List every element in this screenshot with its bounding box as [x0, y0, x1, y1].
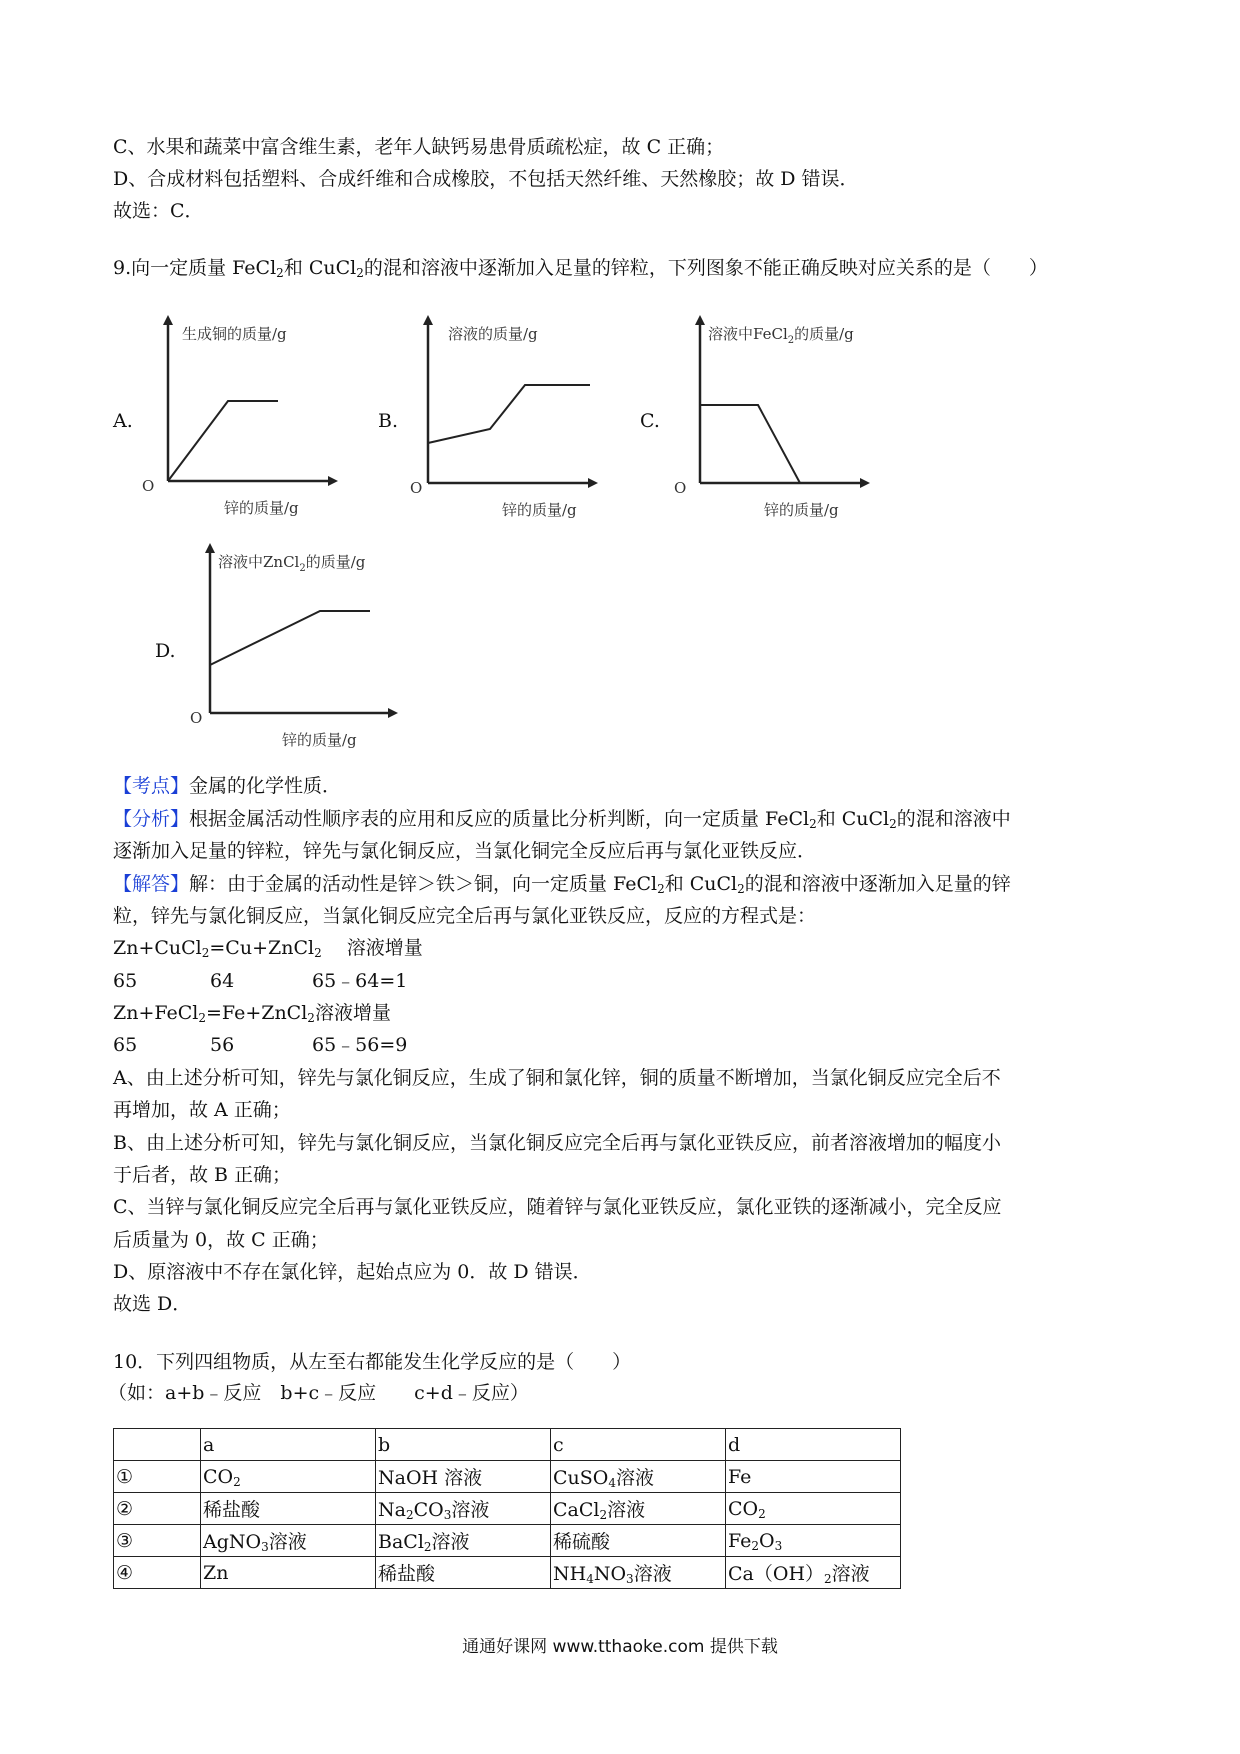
- analysis-c-2: 后质量为 0，故 C 正确；: [113, 1229, 329, 1251]
- graph-c-origin: O: [674, 479, 687, 497]
- q10-stem: 10．下列四组物质，从左至右都能发生化学反应的是（ ）: [113, 1351, 632, 1373]
- option-a-label: A.: [113, 410, 133, 432]
- analysis-b-2: 于后者，故 B 正确；: [113, 1164, 292, 1186]
- graph-a-ylabel: 生成铜的质量/g: [182, 325, 287, 343]
- q10-hint: （如：a+b﹣反应 b+c﹣反应 c+d﹣反应）: [108, 1382, 529, 1404]
- equation-2-numbers: 65 56 65﹣56=9: [113, 1034, 408, 1056]
- option-d-label: D.: [155, 640, 176, 662]
- analysis-b-1: B、由上述分析可知，锌先与氯化铜反应，当氯化铜反应完全后再与氯化亚铁反应，前者溶液增加的幅度小: [113, 1132, 1001, 1154]
- option-b-label: B.: [378, 410, 399, 432]
- header-d: d: [726, 1429, 901, 1461]
- graph-c: [674, 315, 900, 529]
- prev-option-c: C、水果和蔬菜中富含维生素，老年人缺钙易患骨质疏松症，故 C 正确；: [113, 136, 725, 158]
- kaodian: 【考点】金属的化学性质．: [113, 775, 342, 797]
- jieda-line-2: 粒，锌先与氯化铜反应，当氯化铜反应完全后再与氯化亚铁反应，反应的方程式是：: [113, 905, 817, 927]
- equation-2: Zn+FeCl$_2$=Fe+ZnCl$_2$溶液增量: [113, 1002, 391, 1025]
- graph-d-xlabel: 锌的质量/g: [282, 731, 357, 749]
- graph-b-xlabel: 锌的质量/g: [502, 501, 577, 519]
- prev-option-d: D、合成材料包括塑料、合成纤维和合成橡胶，不包括天然纤维、天然橡胶；故 D 错误．: [113, 168, 859, 190]
- equation-1: Zn+CuCl$_2$=Cu+ZnCl$_2$ 溶液增量: [113, 937, 423, 960]
- header-a: a: [201, 1429, 376, 1461]
- graph-b: [410, 315, 610, 529]
- q9-answer: 故选 D．: [113, 1293, 192, 1315]
- graph-a: [142, 315, 350, 529]
- graph-d-ylabel: 溶液中ZnCl$_2$的质量/g: [218, 553, 366, 574]
- graph-a-xlabel: 锌的质量/g: [224, 499, 299, 517]
- analysis-c-1: C、当锌与氯化铜反应完全后再与氯化亚铁反应，随着锌与氯化亚铁反应，氯化亚铁的逐渐减小，完全反应: [113, 1196, 1002, 1218]
- graph-c-ylabel: 溶液中FeCl$_2$的质量/g: [708, 325, 854, 346]
- analysis-a-1: A、由上述分析可知，锌先与氯化铜反应，生成了铜和氯化锌，铜的质量不断增加，当氯化铜反应完全后不: [113, 1067, 1001, 1089]
- table-row: ② 稀盐酸 $Na_2CO_3$溶液 CaCl$_2$溶液 $CO_2$: [114, 1493, 901, 1525]
- graph-c-xlabel: 锌的质量/g: [764, 501, 839, 519]
- equation-1-numbers: 65 64 65﹣64=1: [113, 970, 408, 992]
- table-row: ③ AgNO$_3$溶液 BaCl$_2$溶液 稀硫酸 $Fe_2O_3$: [114, 1525, 901, 1557]
- graph-b-ylabel: 溶液的质量/g: [448, 325, 538, 343]
- prev-answer: 故选：C．: [113, 200, 204, 222]
- fenxi-line-2: 逐渐加入足量的锌粒，锌先与氯化铜反应，当氯化铜完全反应后再与氯化亚铁反应．: [113, 840, 817, 862]
- graph-a-origin: O: [142, 477, 155, 495]
- table-header-row: [114, 1429, 901, 1461]
- table-row: ① $CO_2$ NaOH 溶液 CuSO$_4$溶液 Fe: [114, 1461, 901, 1493]
- graph-d-origin: O: [190, 709, 203, 727]
- graph-b-origin: O: [410, 479, 423, 497]
- header-c: c: [551, 1429, 726, 1461]
- q10-table: [113, 1428, 901, 1589]
- fenxi-line-1: 【分析】根据金属活动性顺序表的应用和反应的质量比分析判断，向一定质量 FeCl$_2$和 CuCl$_2$的混和溶液中: [113, 808, 1011, 831]
- footer-source: 通通好课网 www.tthaoke.com 提供下载: [462, 1637, 778, 1657]
- analysis-a-2: 再增加，故 A 正确；: [113, 1099, 291, 1121]
- table-row: ④ Zn 稀盐酸 $NH_4NO_3$溶液 $Ca(OH)_2$溶液: [114, 1557, 901, 1589]
- header-b: b: [376, 1429, 551, 1461]
- analysis-d-1: D、原溶液中不存在氯化锌，起始点应为 0．故 D 错误．: [113, 1261, 592, 1283]
- graph-d: [190, 543, 410, 757]
- jieda-line-1: 【解答】解：由于金属的活动性是锌＞铁＞铜，向一定质量 FeCl$_2$和 CuCl$_2$的混和溶液中逐渐加入足量的锌: [113, 873, 1011, 896]
- option-c-label: C.: [640, 410, 660, 432]
- q9-stem: 9.向一定质量 FeCl$_2$和 CuCl$_2$的混和溶液中逐渐加入足量的锌粒，下列图象不能正确反映对应关系的是（ ）: [113, 257, 1048, 280]
